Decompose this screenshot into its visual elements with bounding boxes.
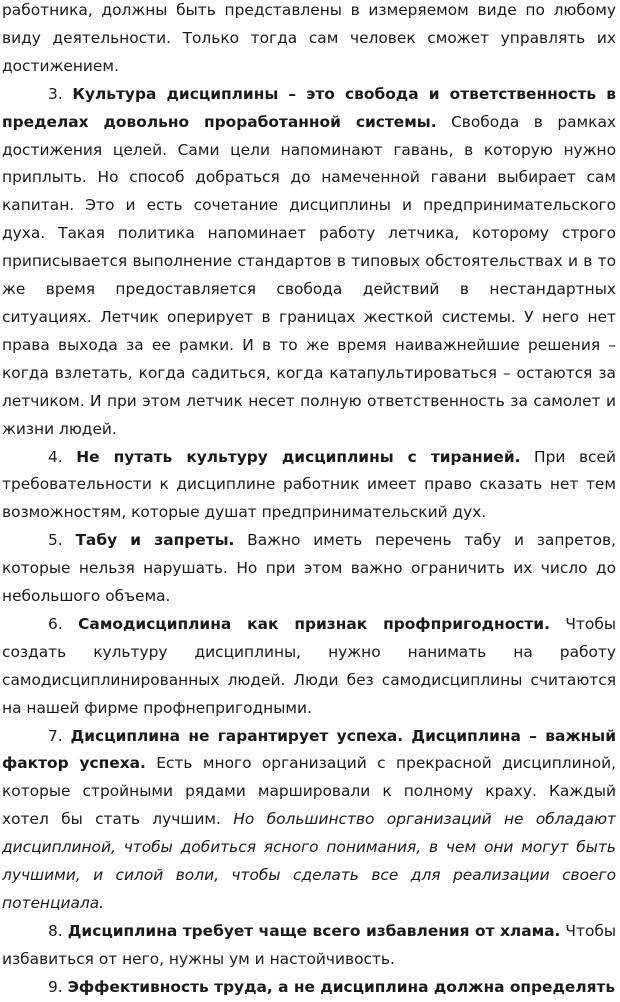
paragraph-item-8 [2,918,616,974]
item-number: 9. [48,977,63,996]
item-heading: Табу и запреты. [75,531,235,550]
paragraph-item-5 [2,527,616,611]
document-page [2,0,616,1002]
item-number: 8. [48,921,63,940]
paragraph-item-3 [2,81,616,444]
paragraph-body: Свобода в рамках достижения целей. Сами цели напоминают гавань, в которую нужно приплыть. Но способ добраться до намеченной гавани выбирает сам капитан. Это и есть сочетание дисциплины и предпринимательского духа. Такая политика напоминает работу летчика, которому строго приписывается выполнение стандартов в типовых обстоятельствах и в то же время предоставляется свобода действий в нестандартных ситуациях. Летчик оперирует в границах жесткой системы. У него нет права выхода за ее рамки. И в то же время наиважнейшие решения – когда взлетать, когда садиться, когда катапультироваться – остаются за летчиком. И при этом летчик несет полную ответственность за самолет и жизни людей. [2,112,616,438]
item-number: 4. [48,447,63,466]
item-heading: Культура дисциплины – это свобода и ответственность в пределах довольно проработанной системы. [2,84,616,131]
item-heading: Эффективность труда, а не дисциплина должна определять [67,977,616,996]
item-heading: Дисциплина не гарантирует успеха. Дисциплина – важный фактор успеха. [2,726,616,773]
paragraph-body: Есть много организаций с прекрасной дисциплиной, которые стройными рядами маршировали к полному краху. Каждый хотел бы стать лучшим. [2,754,617,829]
item-number: 7. [48,726,63,745]
paragraph-item-7 [2,723,616,918]
paragraph-intro-continuation [2,0,616,81]
paragraph-emphasis: Но большинство организаций не обладают дисциплиной, чтобы добиться ясного понимания, в чем они могут быть лучшими, и силой воли, чтобы сделать все для реализации своего потенциала. [2,810,616,912]
paragraph-body: При всей требовательности к дисциплине работник имеет право сказать нет тем возможностям, которые душат предпринимательский дух. [2,447,616,522]
paragraph-item-4 [2,444,616,528]
item-heading: Самодисциплина как признак профпригодности. [78,614,550,633]
item-number: 3. [48,84,63,103]
paragraph-body: Чтобы избавиться от него, нужны ум и настойчивость. [2,921,616,968]
paragraph-item-9 [2,974,616,1002]
paragraph-body: работника, должны быть представлены в измеряемом виде по любому виду деятельности. Только тогда сам человек сможет управлять их достижением. [2,1,616,75]
item-number: 6. [48,614,63,633]
item-heading: Не путать культуру дисциплины с тиранией. [76,447,521,466]
item-heading: Дисциплина требует чаще всего избавления от хлама. [67,921,561,940]
paragraph-body: Важно иметь перечень табу и запретов, которые нельзя нарушать. Но при этом важно ограничить их число до небольшого объема. [2,531,616,606]
paragraph-item-6 [2,611,616,723]
paragraph-body: Чтобы создать культуру дисциплины, нужно нанимать на работу самодисциплинированных людей. Люди без самодисциплины считаются на нашей фирме профнепригодными. [2,614,616,717]
item-number: 5. [48,531,63,550]
